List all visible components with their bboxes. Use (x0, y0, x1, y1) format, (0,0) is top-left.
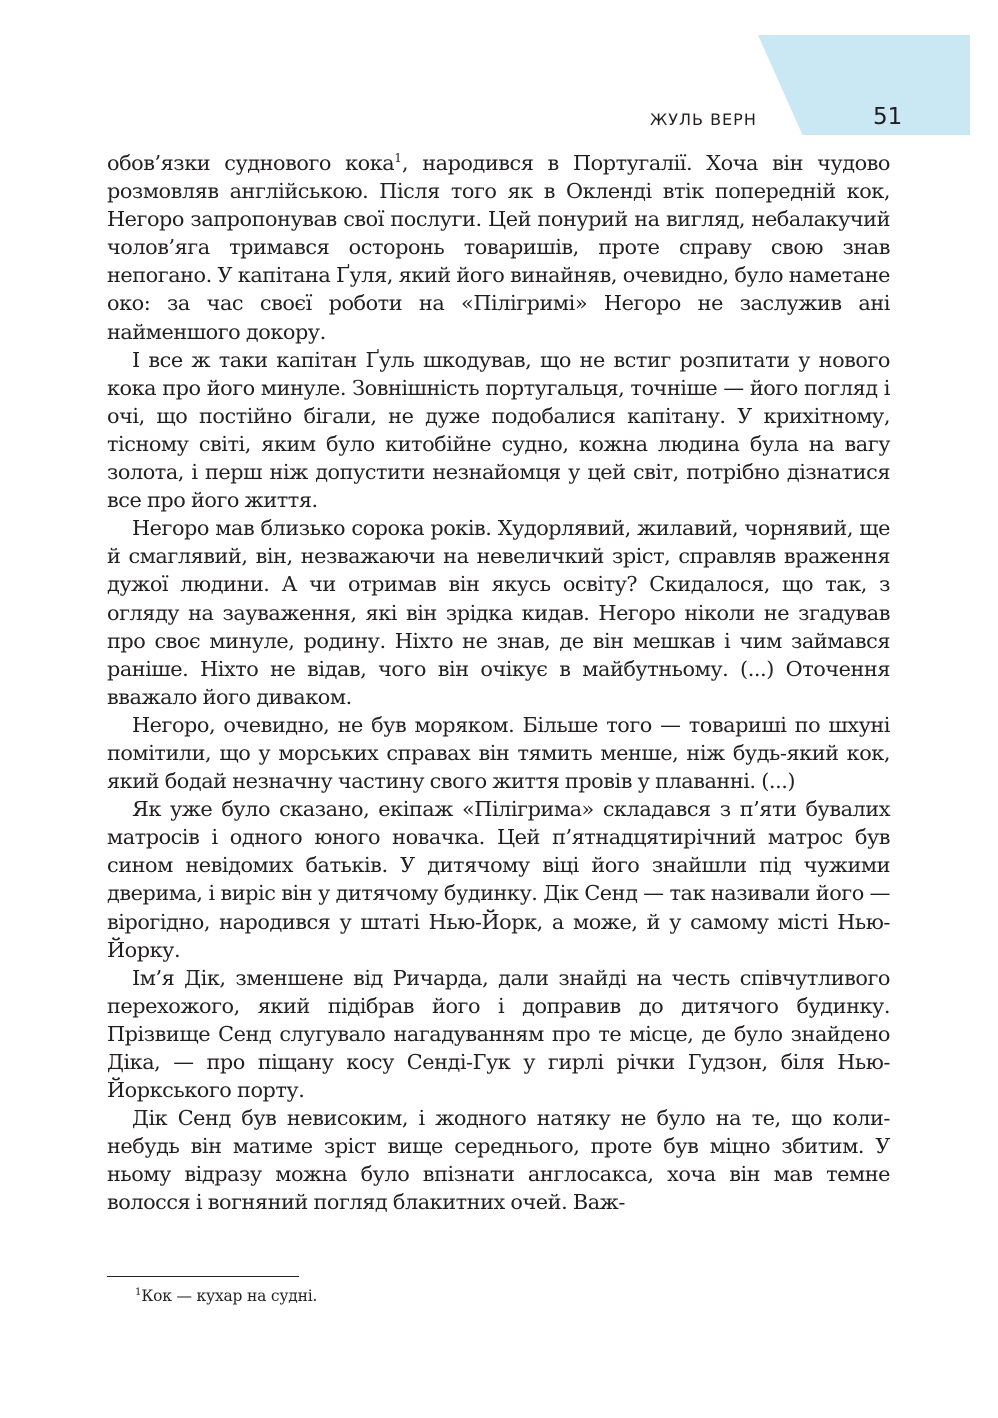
paragraph-7: Дік Сенд був невисоким, і жодного натяку не було на те, що коли-небудь він матиме зріст вище середнього, проте був міцно збитим. У ньому відразу можна було впізнати англосакса, хоча він мав темне волосся і вогняний погляд блакитних очей. Важ- (107, 1106, 890, 1215)
running-head: ЖУЛЬ ВЕРН (650, 110, 757, 129)
paragraph-1 (107, 149, 890, 346)
corner-accent-tab (758, 35, 970, 135)
paragraph-1-start: обов’язки суднового кока (107, 151, 395, 175)
main-text (107, 149, 890, 1217)
paragraph-3: Негоро мав близько сорока років. Худорлявий, жилавий, чорнявий, ще й смаглявий, він, незважаючи на невеличкий зріст, справляв враження дужої людини. А чи отримав він якусь освіту? Скидалося, що так, з огляду на зауваження, які він зрідка кидав. Негоро ніколи не згадував про своє минуле, родину. Ніхто не знав, де він мешкав і чим займався раніше. Ніхто не відав, чого він очікує в майбутньому. (...) Оточення вважало його диваком. (107, 516, 890, 709)
footnote-text: Кок — кухар на судні. (141, 1287, 318, 1305)
paragraph-1-rest: , народився в Португалії. Хоча він чудово розмовляв англійською. Після того як в Окленді втік попередній кок, Негоро запропонував свої послуги. Цей понурий на вигляд, небалакучий чолов’яга тримався осторонь товаришів, проте справу свою знав непогано. У капітана Ґуля, який його винайняв, очевидно, було наметане око: за час своєї роботи на «Пілігримі» Негоро не заслужив ані найменшого докору. (107, 151, 890, 344)
footnote-divider (107, 1276, 299, 1277)
paragraph-2: І все ж таки капітан Ґуль шкодував, що не встиг розпитати у нового кока про його минуле. Зовнішність португальця, точніше — його погляд і очі, що постійно бігали, не дуже подобалися капітану. У крихітному, тісному світі, яким було китобійне судно, кожна людина була на вагу золота, і перш ніж допустити незнайомця у цей світ, потрібно дізнатися все про його життя. (107, 347, 890, 513)
paragraph-5: Як уже було сказано, екіпаж «Пілігрима» складався з п’яти бувалих матросів і одного юного новачка. Цей п’ятнадцятирічний матрос був сином невідомих батьків. У дитячому віці його знайшли під чужими дверима, і виріс він у дитячому будинку. Дік Сенд — так називали його — вірогідно, народився у штаті Нью-Йорк, а може, й у самому місті Нью-Йорку. (107, 797, 890, 962)
footnote-ref: 1 (394, 151, 402, 165)
page-number: 51 (873, 104, 903, 130)
paragraph-6: Ім’я Дік, зменшене від Ричарда, дали знайді на честь співчутливого перехожого, який підібрав його і доправив до дитячого будинку. Прізвище Сенд слугувало нагадуванням про те місце, де було знайдено Діка, — про піщану косу Сенді-Гук у гирлі річки Гудзон, біля Нью-Йоркського порту. (107, 965, 890, 1103)
paragraph-4: Негоро, очевидно, не був моряком. Більше того — товариші по шхуні помітили, що у морських справах він тямить менше, ніж будь-який кок, який бодай незначну частину свого життя провів у плаванні. (...) (107, 712, 890, 794)
footnote (135, 1286, 317, 1306)
footnote-mark: 1 (135, 1287, 142, 1298)
